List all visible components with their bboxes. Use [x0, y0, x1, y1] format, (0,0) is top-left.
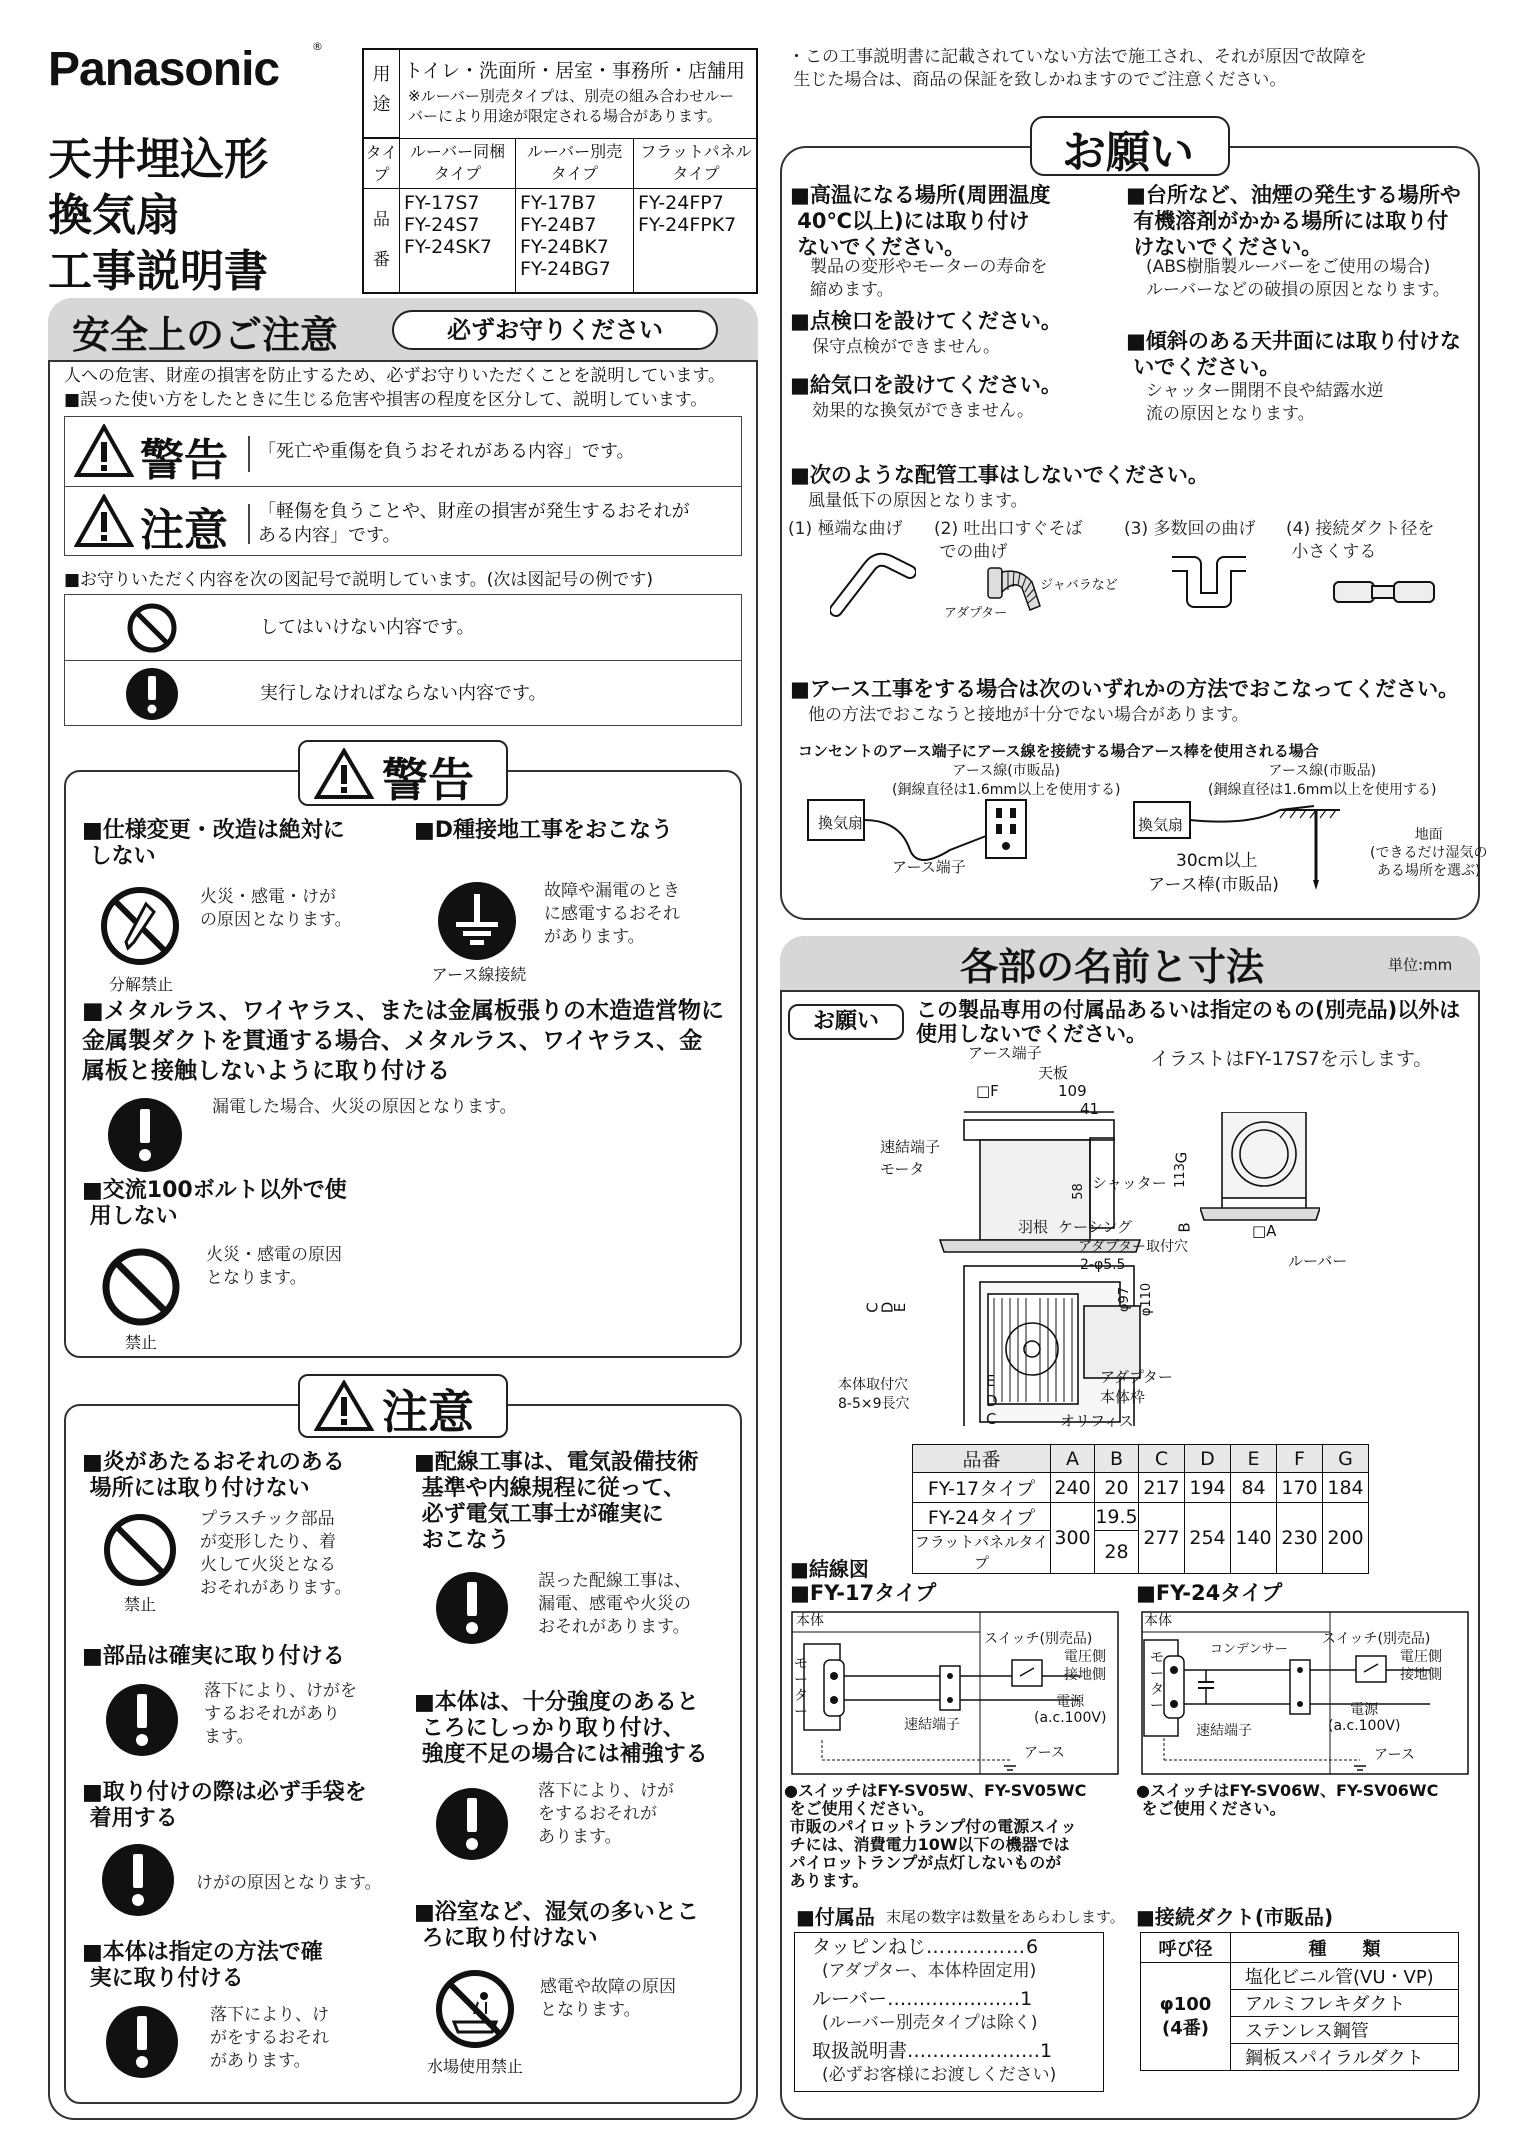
duct-type-4: 鋼板スパイラルダクト: [1231, 2044, 1459, 2071]
earth-method-a-wire: アース線(市販品) (銅線直径は1.6mm以上を使用する): [892, 763, 1121, 798]
earth-method-a-title: コンセントのアース端子にアース線を接続する場合: [798, 742, 1141, 760]
request-item-4-sub: (ABS樹脂製ルーバーをご使用の場合) ルーバーなどの破損の原因となります。: [1146, 257, 1450, 300]
label-top-plate: 天板: [1038, 1064, 1069, 1082]
label-fan-blade: 羽根: [1018, 1218, 1049, 1236]
label-dim-D-vert: D: [878, 1301, 897, 1314]
caution-item-7-sub: 感電や故障の原因 となります。: [540, 1977, 676, 2020]
dim-header-C: C: [1139, 1445, 1185, 1473]
duct-warning-head: ■次のような配管工事はしないでください。: [790, 463, 1209, 487]
duct-header-type: 種 類: [1231, 1933, 1459, 1963]
use-text: トイレ・洗面所・居室・事務所・店舗用: [404, 60, 746, 82]
table-cell: 200: [1323, 1503, 1369, 1574]
wiring-17-ground-side: 接地側: [1064, 1667, 1106, 1683]
caution-item-4-sub: 落下により、け がをするおそれ があります。: [210, 2005, 329, 2071]
label-shutter: シャッター: [1092, 1174, 1167, 1192]
wiring-17-connector: 速結端子: [904, 1717, 960, 1733]
mandatory-meaning: 実行しなければならない内容です。: [260, 683, 547, 704]
leader-dots: ……………: [926, 1936, 1027, 1958]
multiple-bend-duct-illustration: [1164, 556, 1254, 612]
earth-method-b-fan: 換気扇: [1138, 816, 1184, 834]
caution-item-7-head: ■浴室など、湿気の多いとこ ろに取り付けない: [414, 1900, 699, 1951]
request-item-3-sub: 効果的な換気ができません。: [812, 401, 1035, 421]
warning-triangle-icon: [74, 424, 134, 478]
warning-desc: 「死亡や重傷を負うおそれがある内容」です。: [258, 441, 635, 462]
mandatory-icon: [104, 2004, 180, 2080]
wiring-fy24-title: ■FY-24タイプ: [1136, 1581, 1283, 1605]
table-cell: 84: [1231, 1473, 1277, 1503]
accessories-title: ■付属品: [796, 1905, 875, 1929]
use-note: ※ルーバー別売タイプは、別売の組み合わせルー バーにより用途が限定される場合があります。: [408, 87, 735, 125]
wiring-17-note: ●スイッチはFY-SV05W、FY-SV05WC をご使用ください。 市販のパイロットランプ付の電源スイッ チには、消費電力10W以下の機器では パイロットランプが点灯しないものが あります。: [784, 1781, 1087, 1890]
table-cell: 184: [1323, 1473, 1369, 1503]
wiring-17-earth: アース: [1024, 1745, 1065, 1761]
earth-rod-label: アース棒(市販品): [1148, 875, 1279, 895]
caution-title-icon: [314, 1380, 374, 1432]
sharp-bend-duct-illustration: [830, 552, 916, 618]
request-item-5-sub: シャッター開閉不良や結露水逆 流の原因となります。: [1146, 381, 1384, 424]
table-row: [913, 1503, 1369, 1531]
wiring-24-note: ●スイッチはFY-SV06W、FY-SV06WC をご使用ください。: [1136, 1781, 1439, 1818]
leader-dots: …………………: [907, 2040, 1041, 2062]
dim-header-F: F: [1277, 1445, 1323, 1473]
label-connector: 速結端子: [880, 1138, 941, 1156]
earth-distance: 30cm以上: [1176, 851, 1258, 871]
warn-item-3-head: ■メタルラス、ワイヤラス、または金属板張りの木造造営物に 金属製ダクトを貫通する場合、メタルラス、ワイヤラス、金 属板と接触しないように取り付ける: [82, 998, 725, 1084]
request-item-5-head: ■傾斜のある天井面には取り付けな いでください。: [1126, 329, 1461, 379]
safety-intro-1: 人への危害、財産の損害を防止するため、必ずお守りいただくことを説明しています。: [64, 366, 725, 386]
earth-method-a-terminal: アース端子: [892, 858, 966, 876]
duct-case-3: (3) 多数回の曲げ: [1124, 519, 1256, 539]
caution-item-6-head: ■本体は、十分強度のあると ころにしっかり取り付け、 強度不足の場合には補強する: [414, 1690, 708, 1767]
reduced-diameter-duct-illustration: [1330, 578, 1440, 606]
caution-item-2-sub: 落下により、けがを するおそれがあり ます。: [204, 1681, 357, 1747]
label-dim-B: B: [1175, 1222, 1194, 1233]
table-cell: 28: [1095, 1531, 1139, 1574]
symbols-intro: ■お守りいただく内容を次の図記号で説明しています。(次は図記号の例です): [64, 570, 653, 590]
brand-logo: Panasonic: [48, 43, 280, 96]
mandatory-icon: [104, 1682, 180, 1758]
table-cell: 170: [1277, 1473, 1323, 1503]
duct-case-2: (2) 吐出口すぐそば での曲げ: [934, 519, 1083, 562]
wiring-24-hot: 電圧側: [1400, 1649, 1442, 1665]
duct-type-2: アルミフレキダクト: [1231, 1990, 1459, 2017]
request-item-4-head: ■台所など、油煙の発生する場所や 有機溶剤がかかる場所には取り付 けないでください。: [1126, 183, 1461, 259]
dim-header-A: A: [1051, 1445, 1095, 1473]
label-casing: ケーシング: [1058, 1218, 1133, 1236]
type-louver-included: ルーバー同梱 タイプ: [400, 138, 516, 188]
label-dim-G: G: [1172, 1151, 1191, 1164]
request-item-2-head: ■点検口を設けてください。: [790, 309, 1062, 333]
wiring-17-hot: 電圧側: [1064, 1649, 1106, 1665]
label-dim-E: E: [986, 1372, 996, 1390]
leader-dots: …………………: [887, 1988, 1021, 2010]
parts-request-text: この製品専用の付属品あるいは指定のもの(別売品)以外は 使用しないでください。: [916, 998, 1461, 1046]
wiring-17-power: 電源 (a.c.100V): [1034, 1694, 1107, 1726]
table-cell: 230: [1277, 1503, 1323, 1574]
label-dim-113: 113: [1172, 1163, 1188, 1188]
accessory-name: ルーバー: [812, 1988, 888, 2010]
caution-item-6-sub: 落下により、けが をするおそれが あります。: [538, 1781, 674, 1847]
registered-mark: ®: [312, 40, 323, 53]
prohibit-caption: 禁止: [123, 1595, 156, 1614]
duct-size: φ100 (4番): [1141, 1963, 1231, 2071]
earth-method-a-fan: 換気扇: [818, 814, 864, 832]
caution-item-1-head: ■炎があたるおそれのある 場所には取り付けない: [82, 1450, 345, 1501]
duct-type-3: ステンレス鋼管: [1231, 2017, 1459, 2044]
accessory-item-2-note: (ルーバー別売タイプは除く): [822, 2013, 1038, 2033]
parts-title: 各部の名前と寸法: [960, 945, 1265, 989]
duct-table: [1140, 1932, 1459, 2071]
prohibit-caption: 禁止: [124, 1333, 157, 1352]
safety-title: 安全上のご注意: [72, 313, 339, 357]
ground-connection-caption: アース線接続: [431, 965, 527, 984]
earth-sub: 他の方法でおこなうと接地が十分でない場合があります。: [808, 705, 1249, 725]
warn-item-2-head: ■D種接地工事をおこなう: [414, 818, 674, 843]
dim-header-E: E: [1231, 1445, 1277, 1473]
label-orifice: オリフィス: [1060, 1412, 1134, 1430]
caution-triangle-icon: [74, 494, 134, 548]
label-adapter-hole: アダプター取付穴: [1078, 1239, 1189, 1255]
warranty-note: ・この工事説明書に記載されていない方法で施工され、それが原因で故障を 生じた場合は、商品の保証を致しかねますのでご注意ください。: [788, 47, 1368, 90]
caution-item-3-head: ■取り付けの際は必ず手袋を 着用する: [82, 1780, 367, 1831]
dim-header-model: 品番: [913, 1445, 1051, 1473]
parts-unit: 単位:mm: [1388, 956, 1453, 974]
accessory-qty: 1: [1040, 2040, 1053, 2062]
label-motor: モータ: [880, 1160, 925, 1178]
parts-request-badge: お願い: [788, 1004, 904, 1040]
duct-type-1: 塩化ビニル管(VU・VP): [1231, 1963, 1459, 1990]
duct-warning-sub: 風量低下の原因となります。: [808, 491, 1028, 511]
wiring-24-earth: アース: [1374, 1747, 1415, 1763]
table-cell: FY-17タイプ: [913, 1473, 1051, 1503]
table-cell: FY-24タイプ: [913, 1503, 1051, 1531]
dim-header-G: G: [1323, 1445, 1369, 1473]
wiring-24-motor: モ ー タ ー: [1150, 1650, 1164, 1714]
label-dim-A: □A: [1252, 1222, 1277, 1240]
prohibition-icon: [100, 1246, 182, 1328]
earth-ground-label: 地面 (できるだけ湿気の ある場所を選ぶ): [1370, 827, 1488, 879]
accessory-item-1: [812, 1934, 1062, 1960]
no-water-area-icon: [434, 1968, 516, 2050]
earth-method-b-title: アース棒を使用される場合: [1140, 742, 1319, 760]
table-cell: 20: [1095, 1473, 1139, 1503]
mandatory-icon: [434, 1570, 510, 1646]
label-dim-C: C: [986, 1410, 997, 1428]
caution-item-4-head: ■本体は指定の方法で確 実に取り付ける: [82, 1940, 323, 1991]
request-item-3-head: ■給気口を設けてください。: [790, 373, 1062, 397]
table-cell: フラットパネルタイプ: [913, 1531, 1051, 1574]
table-cell: 254: [1185, 1503, 1231, 1574]
caution-box-title-text: 注意: [382, 1385, 474, 1439]
duct-case-4: (4) 接続ダクト径を 小さくする: [1286, 519, 1435, 562]
label-louver: ルーバー: [1288, 1252, 1348, 1270]
models-flat-panel: FY-24FP7 FY-24FPK7: [638, 192, 737, 236]
warn-item-3-sub: 漏電した場合、火災の原因となります。: [212, 1097, 517, 1117]
accessory-item-3-note: (必ずお客様にお渡しください): [822, 2065, 1057, 2085]
table-cell: 217: [1139, 1473, 1185, 1503]
label-hole-spec: 2-φ5.5: [1080, 1257, 1126, 1273]
models-louver-separate: FY-17B7 FY-24B7 FY-24BK7 FY-24BG7: [516, 188, 634, 292]
warning-title-icon: [314, 748, 374, 800]
caution-item-5-head: ■配線工事は、電気設備技術 基準や内線規程に従って、 必ず電気工事士が確実に おこなう: [414, 1450, 699, 1553]
no-water-area-caption: 水場使用禁止: [426, 2057, 523, 2076]
wiring-title: ■結線図: [790, 1557, 869, 1581]
label-earth-terminal: アース端子: [968, 1044, 1042, 1062]
table-cell: 19.5: [1095, 1503, 1139, 1531]
wiring-24-ground-side: 接地側: [1400, 1667, 1442, 1683]
duct-header-size: 呼び径: [1141, 1933, 1231, 1963]
wiring-24-capacitor: コンデンサー: [1210, 1642, 1288, 1657]
duct-case-1: (1) 極端な曲げ: [788, 519, 903, 539]
warn-item-1-head: ■仕様変更・改造は絶対に しない: [82, 818, 345, 869]
caution-item-5-sub: 誤った配線工事は、 漏電、感電や火災の おそれがあります。: [538, 1571, 691, 1637]
accessory-item-1-note: (アダプター、本体枠固定用): [822, 1961, 1037, 1981]
adapter-label: アダプター: [944, 606, 1008, 621]
accessory-name: 取扱説明書: [812, 2040, 908, 2062]
type-louver-separate: ルーバー別売 タイプ: [516, 138, 634, 188]
accessories-note: 末尾の数字は数量をあらわします。: [886, 1908, 1125, 1926]
models-louver-included: FY-17S7 FY-24S7 FY-24SK7: [400, 188, 516, 292]
prohibition-icon: [124, 602, 180, 654]
label-dim-phi110: φ110: [1139, 1282, 1155, 1317]
table-cell: 194: [1185, 1473, 1231, 1503]
request-title: お願い: [1062, 127, 1194, 178]
type-label: タイ プ: [364, 138, 400, 188]
wiring-24-connector: 速結端子: [1196, 1723, 1252, 1739]
prohibition-meaning: してはいけない内容です。: [260, 617, 475, 638]
earth-head: ■アース工事をする場合は次のいずれかの方法でおこなってください。: [790, 677, 1460, 701]
mandatory-icon: [106, 1096, 184, 1174]
accessory-item-2: [812, 1986, 1082, 2012]
wiring-24-switch: スイッチ(別売品): [1322, 1631, 1431, 1647]
safety-badge: 必ずお守りください: [392, 310, 718, 350]
label-dim-C-vert: C: [863, 1302, 882, 1313]
table-row: [913, 1473, 1369, 1503]
earth-method-b-wire: アース線(市販品) (銅線直径は1.6mm以上を使用する): [1208, 763, 1437, 798]
caution-item-2-head: ■部品は確実に取り付ける: [82, 1644, 345, 1669]
warning-word: 警告: [140, 435, 228, 486]
ground-connection-icon: [436, 880, 518, 962]
dim-header-D: D: [1185, 1445, 1231, 1473]
warning-box-title-text: 警告: [382, 753, 474, 807]
safety-intro-2: ■誤った使い方をしたときに生じる危害や損害の程度を区分して、説明しています。: [64, 390, 708, 410]
prohibition-icon: [102, 1512, 178, 1588]
mandatory-icon: [434, 1786, 510, 1862]
no-disassembly-icon: [98, 884, 182, 968]
request-item-1-head: ■高温になる場所(周囲温度 40℃以上)には取り付け ないでください。: [790, 183, 1051, 259]
label-dim-E-vert: E: [891, 1302, 910, 1313]
request-item-1-sub: 製品の変形やモーターの寿命を 縮めます。: [810, 257, 1048, 300]
type-flat-panel: フラットパネル タイプ: [640, 142, 752, 183]
label-dim-41: 41: [1080, 1100, 1100, 1118]
label-frame: 本体枠: [1100, 1388, 1146, 1406]
label-dim-58: 58: [1070, 1183, 1086, 1200]
label-adapter: アダプター: [1100, 1368, 1173, 1386]
label-dim-phi97: φ97: [1117, 1286, 1133, 1313]
warn-item-4-head: ■交流100ボルト以外で使 用しない: [82, 1178, 347, 1229]
mandatory-icon: [100, 1842, 176, 1918]
document-title: 天井埋込形 換気扇 工事説明書: [48, 134, 268, 297]
model-table: [362, 48, 758, 294]
wiring-17-motor: モ ー タ ー: [794, 1656, 808, 1720]
use-label: 用 途: [364, 50, 400, 138]
caution-word: 注意: [140, 505, 228, 556]
table-cell: 140: [1231, 1503, 1277, 1574]
table-cell: 277: [1139, 1503, 1185, 1574]
wiring-24-body: 本体: [1144, 1613, 1172, 1629]
accessory-qty: 1: [1020, 1988, 1033, 2010]
dimension-table: [912, 1444, 1369, 1574]
bellows-label: ジャバラなど: [1040, 578, 1118, 593]
mandatory-icon: [124, 666, 180, 722]
model-label: 品 番: [364, 188, 400, 292]
label-mount-hole: 本体取付穴 8-5×9長穴: [838, 1377, 910, 1412]
wiring-24-power: 電源 (a.c.100V): [1328, 1702, 1401, 1734]
label-dim-D: D: [986, 1392, 998, 1410]
caution-item-3-sub: けがの原因となります。: [196, 1873, 382, 1893]
accessory-qty: 6: [1026, 1936, 1039, 1958]
label-dim-109: 109: [1058, 1082, 1087, 1100]
wiring-17-body: 本体: [796, 1613, 824, 1629]
request-item-2-sub: 保守点検ができません。: [812, 337, 1001, 357]
warn-item-4-sub: 火災・感電の原因 となります。: [206, 1245, 342, 1288]
illustration-note: イラストはFY-17S7を示します。: [1150, 1048, 1433, 1070]
wiring-fy17-title: ■FY-17タイプ: [790, 1581, 937, 1605]
wiring-17-switch: スイッチ(別売品): [984, 1631, 1093, 1647]
accessory-name: タッピンねじ: [812, 1936, 927, 1958]
duct-table-title: ■接続ダクト(市販品): [1136, 1905, 1334, 1929]
table-cell: 240: [1051, 1473, 1095, 1503]
caution-item-1-sub: プラスチック部品 が変形したり、着 火して火災となる おそれがあります。: [200, 1509, 352, 1598]
warn-item-2-sub: 故障や漏電のとき に感電するおそれ があります。: [544, 881, 680, 947]
no-disassembly-caption: 分解禁止: [108, 975, 173, 994]
warn-item-1-sub: 火災・感電・けが の原因となります。: [200, 887, 352, 930]
label-dim-F: □F: [976, 1082, 999, 1100]
dim-header-B: B: [1095, 1445, 1139, 1473]
caution-desc: 「軽傷を負うことや、財産の損害が発生するおそれが ある内容」です。: [258, 501, 690, 546]
table-cell: 300: [1051, 1503, 1095, 1574]
accessory-item-3: [812, 2038, 1082, 2064]
